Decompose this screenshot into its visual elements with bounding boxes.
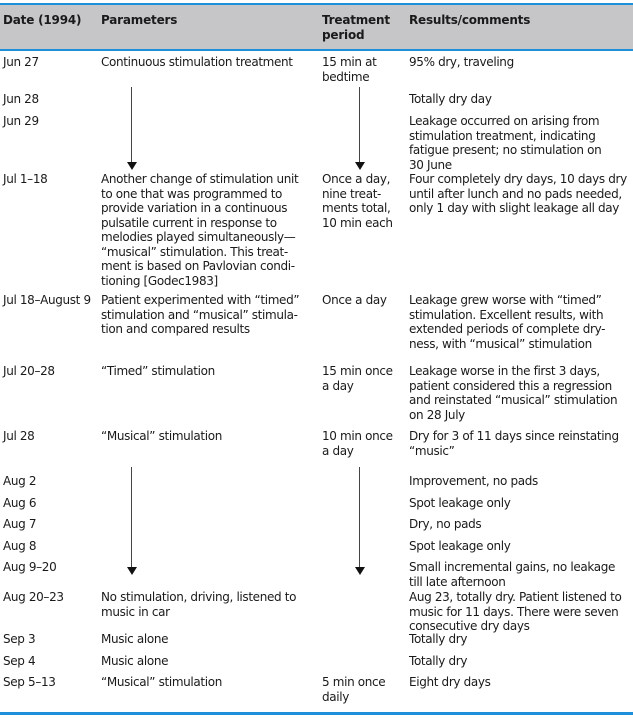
- cell-date: Jul 18–August 9: [3, 293, 91, 307]
- cell-treatment-period: 15 min at: [322, 55, 377, 69]
- cell-treatment-period: a day: [322, 378, 354, 393]
- cell-results: extended periods of complete dry-: [409, 322, 606, 336]
- cell-results: until after lunch and no pads needed,: [409, 186, 622, 201]
- cell-treatment-period: 5 min once: [322, 675, 386, 689]
- cell-parameters: Another change of stimulation unit: [101, 172, 299, 186]
- cell-results: fatigue present; no stimulation on: [409, 143, 602, 157]
- header-treatment-line2: period: [322, 28, 365, 42]
- cell-parameters: tioning [Godec1983]: [101, 273, 218, 288]
- cell-parameters: stimulation and “musical” stimula-: [101, 307, 298, 322]
- cell-results: Totally dry: [409, 632, 468, 646]
- header-rule: [0, 49, 633, 51]
- cell-date: Aug 8: [3, 539, 37, 553]
- continuation-arrow-down-icon: [127, 87, 137, 170]
- cell-results: only 1 day with slight leakage all day: [409, 201, 620, 215]
- cell-results: stimulation treatment, indicating: [409, 128, 596, 143]
- cell-parameters: melodies played simultaneously—: [101, 230, 296, 244]
- cell-treatment-period: nine treat-: [322, 186, 382, 201]
- header-parameters: Parameters: [101, 13, 178, 27]
- cell-parameters: ment is based on Pavlovian condi-: [101, 259, 295, 273]
- cell-parameters: “Timed” stimulation: [101, 364, 215, 378]
- cell-treatment-period: daily: [322, 689, 349, 704]
- cell-parameters: music in car: [101, 604, 170, 619]
- table-header: [0, 5, 633, 49]
- cell-results: Aug 23, totally dry. Patient listened to: [409, 590, 622, 604]
- cell-results: ness, with “musical” stimulation: [409, 336, 592, 351]
- cell-date: Sep 3: [3, 632, 36, 646]
- cell-parameters: provide variation in a continuous: [101, 201, 288, 215]
- cell-results: Improvement, no pads: [409, 474, 538, 488]
- cell-results: stimulation. Excellent results, with: [409, 307, 604, 322]
- cell-parameters: Continuous stimulation treatment: [101, 55, 293, 69]
- cell-date: Jun 29: [3, 114, 39, 128]
- continuation-arrow-down-icon: [355, 467, 365, 575]
- cell-parameters: “Musical” stimulation: [101, 429, 222, 443]
- cell-parameters: Music alone: [101, 654, 169, 668]
- cell-date: Sep 5–13: [3, 675, 56, 689]
- cell-date: Aug 9–20: [3, 560, 57, 574]
- cell-date: Jul 1–18: [3, 172, 48, 186]
- cell-parameters: Patient experimented with “timed”: [101, 293, 300, 307]
- cell-results: Leakage worse in the first 3 days,: [409, 364, 600, 378]
- cell-results: Totally dry day: [409, 92, 492, 106]
- cell-results: “music”: [409, 443, 455, 458]
- cell-treatment-period: a day: [322, 443, 354, 458]
- cell-results: 95% dry, traveling: [409, 55, 514, 69]
- cell-date: Aug 6: [3, 496, 37, 510]
- cell-parameters: Music alone: [101, 632, 169, 646]
- cell-results: Spot leakage only: [409, 496, 511, 510]
- continuation-arrow-down-icon: [127, 467, 137, 575]
- header-treatment-line1: Treatment: [322, 13, 390, 27]
- cell-results: Small incremental gains, no leakage: [409, 560, 616, 574]
- header-results: Results/comments: [409, 13, 531, 27]
- cell-results: music for 11 days. There were seven: [409, 604, 619, 619]
- cell-parameters: “musical” stimulation. This treat-: [101, 244, 288, 259]
- cell-results: patient considered this a regression: [409, 378, 612, 393]
- cell-results: 30 June: [409, 157, 452, 172]
- cell-date: Aug 2: [3, 474, 37, 488]
- cell-results: Dry, no pads: [409, 517, 482, 531]
- cell-parameters: No stimulation, driving, listened to: [101, 590, 297, 604]
- cell-date: Jul 28: [3, 429, 35, 443]
- cell-parameters: to one that was programmed to: [101, 186, 283, 201]
- cell-results: consecutive dry days: [409, 619, 530, 633]
- cell-treatment-period: bedtime: [322, 69, 370, 84]
- cell-results: Dry for 3 of 11 days since reinstating: [409, 429, 619, 443]
- cell-date: Jun 28: [3, 92, 39, 106]
- cell-date: Aug 7: [3, 517, 37, 531]
- cell-results: Leakage occurred on arising from: [409, 114, 600, 128]
- continuation-arrow-down-icon: [355, 87, 365, 170]
- cell-treatment-period: Once a day: [322, 293, 387, 307]
- cell-treatment-period: 15 min once: [322, 364, 393, 378]
- cell-results: on 28 July: [409, 407, 465, 422]
- cell-parameters: “Musical” stimulation: [101, 675, 222, 689]
- cell-results: Four completely dry days, 10 days dry: [409, 172, 627, 186]
- header-date: Date (1994): [3, 13, 82, 27]
- cell-treatment-period: ments total,: [322, 201, 391, 215]
- bottom-rule: [0, 712, 633, 715]
- cell-treatment-period: 10 min once: [322, 429, 393, 443]
- cell-date: Jun 27: [3, 55, 39, 69]
- cell-parameters: pulsatile current in response to: [101, 215, 277, 230]
- cell-date: Aug 20–23: [3, 590, 64, 604]
- cell-results: Spot leakage only: [409, 539, 511, 553]
- cell-results: Eight dry days: [409, 675, 491, 689]
- cell-date: Jul 20–28: [3, 364, 55, 378]
- cell-results: and reinstated “musical” stimulation: [409, 393, 618, 407]
- cell-date: Sep 4: [3, 654, 36, 668]
- cell-treatment-period: Once a day,: [322, 172, 391, 186]
- cell-results: Leakage grew worse with “timed”: [409, 293, 602, 307]
- cell-results: Totally dry: [409, 654, 468, 668]
- cell-treatment-period: 10 min each: [322, 215, 393, 230]
- cell-parameters: tion and compared results: [101, 322, 250, 336]
- cell-results: till late afternoon: [409, 574, 506, 589]
